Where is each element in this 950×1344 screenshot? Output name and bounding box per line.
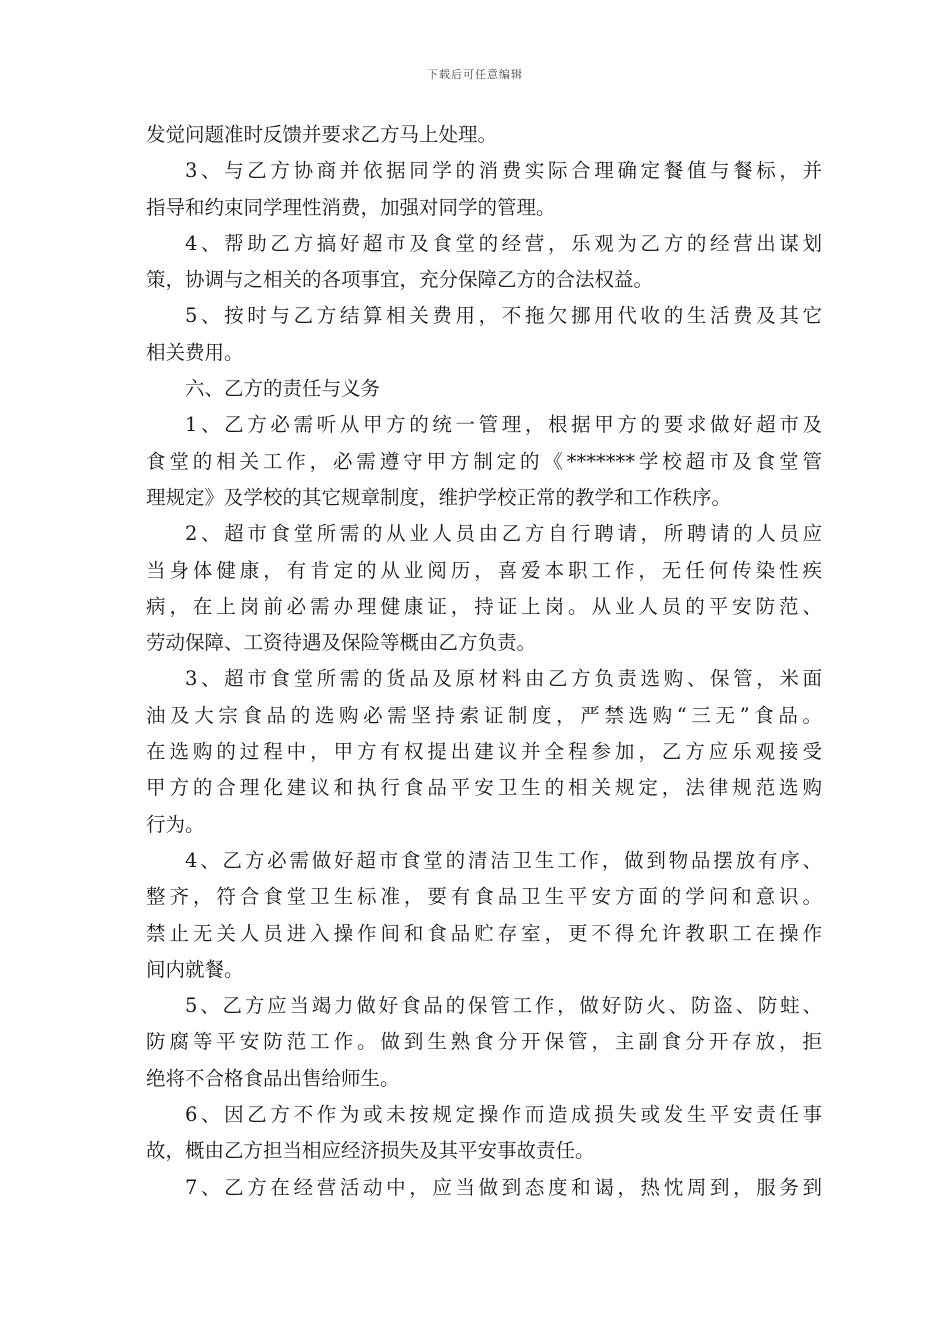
paragraph bbox=[146, 371, 822, 407]
paragraph bbox=[146, 298, 822, 371]
text-line: 防腐等平安防范工作。做到生熟食分开保管，主副食分开存放，拒 bbox=[146, 1030, 822, 1054]
text-line: 绝将不合格食品出售给师生。 bbox=[146, 1066, 400, 1090]
text-line: 禁止无关人员进入操作间和食品贮存室，更不得允许教职工在操作 bbox=[146, 921, 822, 945]
paragraph bbox=[146, 516, 822, 661]
paragraph bbox=[146, 117, 822, 153]
text-line: 指导和约束同学理性消费，加强对同学的管理。 bbox=[146, 195, 556, 219]
text-line: 发觉问题准时反馈并要求乙方马上处理。 bbox=[146, 123, 498, 146]
paragraph bbox=[146, 1170, 822, 1206]
text-line: 相关费用。 bbox=[146, 340, 244, 364]
text-line: 1、乙方必需听从甲方的统一管理，根据甲方的要求做好超市及 bbox=[185, 413, 822, 437]
text-line: 整齐，符合食堂卫生标准，要有食品卫生平安方面的学问和意识。 bbox=[146, 885, 822, 909]
text-line: 3、超市食堂所需的货品及原材料由乙方负责选购、保管，米面 bbox=[185, 667, 822, 691]
text-line: 油及大宗食品的选购必需坚持索证制度，严禁选购“三无”食品。 bbox=[146, 703, 822, 727]
text-line: 病，在上岗前必需办理健康证，持证上岗。从业人员的平安防范、 bbox=[146, 594, 822, 618]
paragraph bbox=[146, 1097, 822, 1170]
text-line: 食堂的相关工作，必需遵守甲方制定的《*******学校超市及食堂管 bbox=[146, 449, 822, 473]
text-line: 4、帮助乙方搞好超市及食堂的经营，乐观为乙方的经营出谋划 bbox=[185, 231, 822, 255]
text-line: 7、乙方在经营活动中，应当做到态度和谒，热忱周到，服务到 bbox=[185, 1175, 822, 1199]
text-line: 6、因乙方不作为或未按规定操作而造成损失或发生平安责任事 bbox=[185, 1103, 822, 1127]
text-line: 在选购的过程中，甲方有权提出建议并全程参加，乙方应乐观接受 bbox=[146, 740, 822, 764]
text-line: 5、按时与乙方结算相关费用，不拖欠挪用代收的生活费及其它 bbox=[185, 304, 822, 328]
text-line: 当身体健康，有肯定的从业阅历，喜爱本职工作，无任何传染性疾 bbox=[146, 558, 822, 582]
text-line: 劳动保障、工资待遇及保险等概由乙方负责。 bbox=[146, 631, 537, 655]
text-line: 4、乙方必需做好超市食堂的清洁卫生工作，做到物品摆放有序、 bbox=[185, 848, 822, 872]
text-line: 理规定》及学校的其它规章制度，维护学校正常的教学和工作秩序。 bbox=[146, 485, 732, 509]
paragraph bbox=[146, 843, 822, 988]
paragraph bbox=[146, 153, 822, 226]
text-line: 3、与乙方协商并依据同学的消费实际合理确定餐值与餐标，并 bbox=[185, 159, 822, 183]
document-body bbox=[146, 117, 822, 1206]
text-line: 5、乙方应当竭力做好食品的保管工作，做好防火、防盗、防蛀、 bbox=[185, 994, 822, 1018]
paragraph bbox=[146, 226, 822, 299]
text-line: 甲方的合理化建议和执行食品平安卫生的相关规定，法律规范选购 bbox=[146, 776, 822, 800]
page-header: 下载后可任意编辑 bbox=[427, 68, 523, 81]
paragraph bbox=[146, 661, 822, 842]
text-line: 行为。 bbox=[146, 812, 205, 836]
paragraph bbox=[146, 988, 822, 1097]
text-line: 策，协调与之相关的各项事宜，充分保障乙方的合法权益。 bbox=[146, 268, 654, 292]
text-line: 故，概由乙方担当相应经济损失及其平安事故责任。 bbox=[146, 1139, 595, 1163]
text-line: 六、乙方的责任与义务 bbox=[185, 377, 381, 401]
paragraph bbox=[146, 407, 822, 516]
text-line: 2、超市食堂所需的从业人员由乙方自行聘请，所聘请的人员应 bbox=[185, 522, 822, 546]
text-line: 间内就餐。 bbox=[146, 957, 244, 981]
